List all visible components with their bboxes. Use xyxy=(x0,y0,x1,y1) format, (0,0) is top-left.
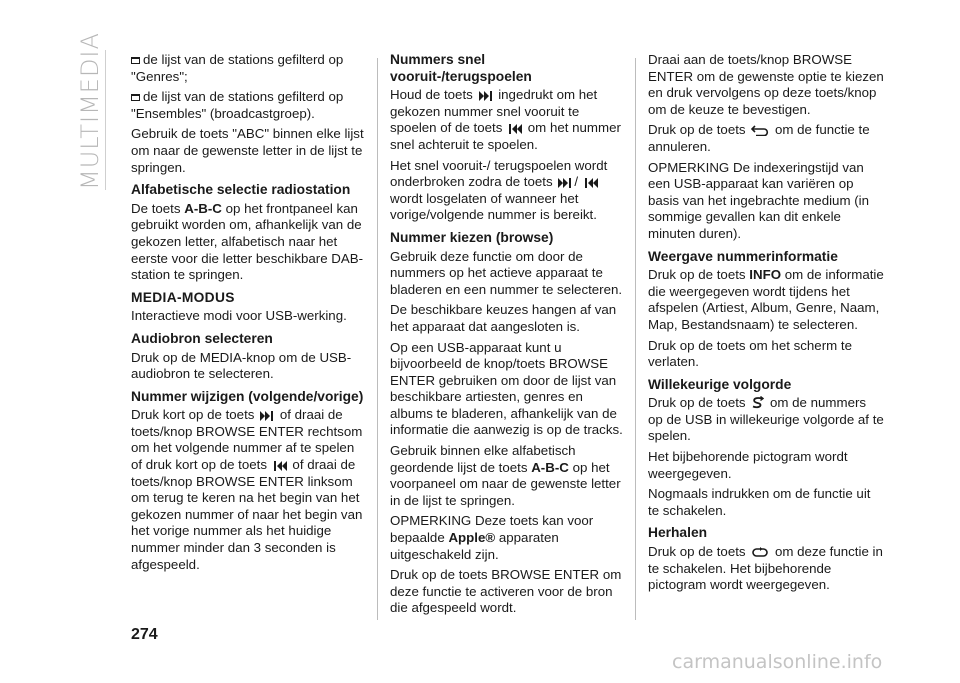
column-1 xyxy=(131,52,365,577)
info-key-label: INFO xyxy=(749,267,782,283)
bullet-item-genres: de lijst van de stations gefilterd op "Genres"; xyxy=(131,52,344,84)
paragraph-alfabetische: De toets A-B-C op het frontpaneel kan gebruikt worden om, afhankelijk van de gekozen letter, alfabetisch naar het eerste voor die letter beschikbare DAB-station te springen. xyxy=(131,200,364,283)
paragraph-scherm-verlaten: Druk op de toets om het scherm te verlaten. xyxy=(648,337,852,370)
heading-willekeurige-volgorde: Willekeurige volgorde xyxy=(648,376,792,392)
column-divider-2 xyxy=(635,58,636,620)
paragraph-annuleren: Druk op de toets om de functie te annuleren. xyxy=(648,122,870,154)
paragraph-abc: Gebruik de toets "ABC" binnen elke lijst om naar de gewenste letter in de lijst te springen. xyxy=(131,126,364,175)
heading-nummer-wijzigen: Nummer wijzigen (volgende/vorige) xyxy=(131,388,364,404)
previous-track-icon xyxy=(508,124,522,134)
heading-nummer-kiezen: Nummer kiezen (browse) xyxy=(390,229,554,245)
paragraph-pictogram: Het bijbehorende pictogram wordt weergegeven. xyxy=(648,449,848,481)
side-rule xyxy=(105,50,106,190)
paragraph-snel-vooruit: Houd de toets ingedrukt om het gekozen nummer snel vooruit te spoelen of de toets om het nummer snel achteruit te spoelen. xyxy=(390,87,621,152)
heading-herhalen: Herhalen xyxy=(648,525,708,541)
paragraph-audiobron: Druk op de MEDIA-knop om de USB-audiobron te selecteren. xyxy=(131,349,352,382)
apple-label: Apple® xyxy=(448,530,496,546)
paragraph-info: Druk op de toets INFO om de informatie die weergegeven wordt tijdens het afspelen (Artiest, Album, Genre, Naam, Map, Bestandsnaam) te selecteren. xyxy=(648,267,884,332)
paragraph-herhalen: Druk op de toets om deze functie in te schakelen. Het bijbehorende pictogram wordt weergegeven. xyxy=(648,544,883,593)
heading-nummerinformatie: Weergave nummerinformatie xyxy=(648,248,838,264)
paragraph-browse-3: Op een USB-apparaat kunt u bijvoorbeeld de knop/toets BROWSE ENTER gebruiken om door de lijst van beschikbare artiesten, genres en albums te bladeren, afhankelijk van de informatie die aanwezig is op de tracks. xyxy=(390,339,623,438)
heading-media-modus: MEDIA-MODUS xyxy=(131,289,235,305)
previous-track-icon xyxy=(273,461,287,471)
paragraph-shuffle: Druk op de toets om de nummers op de USB in willekeurige volgorde af te spelen. xyxy=(648,395,884,444)
next-track-icon xyxy=(479,91,493,101)
abc-key-label: A-B-C xyxy=(531,459,569,475)
abc-key-label: A-B-C xyxy=(184,200,222,216)
bullet-icon xyxy=(131,57,140,64)
previous-track-icon xyxy=(584,178,598,188)
column-3 xyxy=(648,52,884,598)
paragraph-browse-enter: Druk op de toets BROWSE ENTER om deze functie te activeren voor de bron die afgespeeld wordt. xyxy=(390,567,622,616)
bullet-item-ensembles: de lijst van de stations gefilterd op "Ensembles" (broadcastgroep). xyxy=(131,89,344,121)
paragraph-apple-note: OPMERKING Deze toets kan voor bepaalde Apple® apparaten uitgeschakeld zijn. xyxy=(390,513,594,562)
paragraph-draai: Draai aan de toets/knop BROWSE ENTER om de gewenste optie te kiezen en druk vervolgens op deze toets/knop om de keuze te bevestigen. xyxy=(648,52,884,117)
paragraph-browse-1: Gebruik deze functie om door de nummers op het actieve apparaat te bladeren en een nummer te selecteren. xyxy=(390,248,623,297)
heading-alfabetische-selectie: Alfabetische selectie radiostation xyxy=(131,182,351,198)
paragraph-media: Interactieve modi voor USB-werking. xyxy=(131,308,347,324)
section-side-title: MULTIMEDIA xyxy=(76,32,104,190)
paragraph-indexering: OPMERKING De indexeringstijd van een USB-apparaat kan variëren op basis van het ingebrachte medium (in sommige gevallen kan dit enkele minuten duren). xyxy=(648,159,869,241)
paragraph-nummer-wijzigen: Druk kort op de toets of draai de toets/knop BROWSE ENTER rechtsom om het volgende nummer af te spelen of druk kort op de toets of draai de toets/knop BROWSE ENTER linksom om terug te keren na het begin van het gekozen nummer of naar het begin van het vorige nummer als het huidige nummer minder dan 3 seconden is afgespeeld. xyxy=(131,407,363,572)
page-number: 274 xyxy=(131,626,158,643)
column-divider-1 xyxy=(377,58,378,620)
paragraph-onderbroken: Het snel vooruit-/ terugspoelen wordt onderbroken zodra de toets / wordt losgelaten of wanneer het vorige/volgende nummer is bereikt. xyxy=(390,157,608,223)
paragraph-browse-2: De beschikbare keuzes hangen af van het apparaat dat aangesloten is. xyxy=(390,302,617,334)
back-icon xyxy=(751,125,769,136)
heading-audiobron: Audiobron selecteren xyxy=(131,330,273,346)
column-2 xyxy=(390,52,626,621)
next-track-icon xyxy=(260,411,274,421)
shuffle-icon xyxy=(751,396,764,409)
bullet-icon xyxy=(131,94,140,101)
paragraph-browse-4: Gebruik binnen elke alfabetisch geordende lijst de toets A-B-C op het voorpaneel om naar de gewenste letter in de lijst te springen. xyxy=(390,443,621,508)
footer-watermark: carmanualsonline.info xyxy=(672,651,883,673)
paragraph-nogmaals: Nogmaals indrukken om de functie uit te schakelen. xyxy=(648,486,871,518)
heading-snel-vooruit: Nummers snel vooruit-/terugspoelen xyxy=(390,52,532,84)
next-track-icon xyxy=(558,178,572,188)
repeat-icon xyxy=(751,547,769,558)
